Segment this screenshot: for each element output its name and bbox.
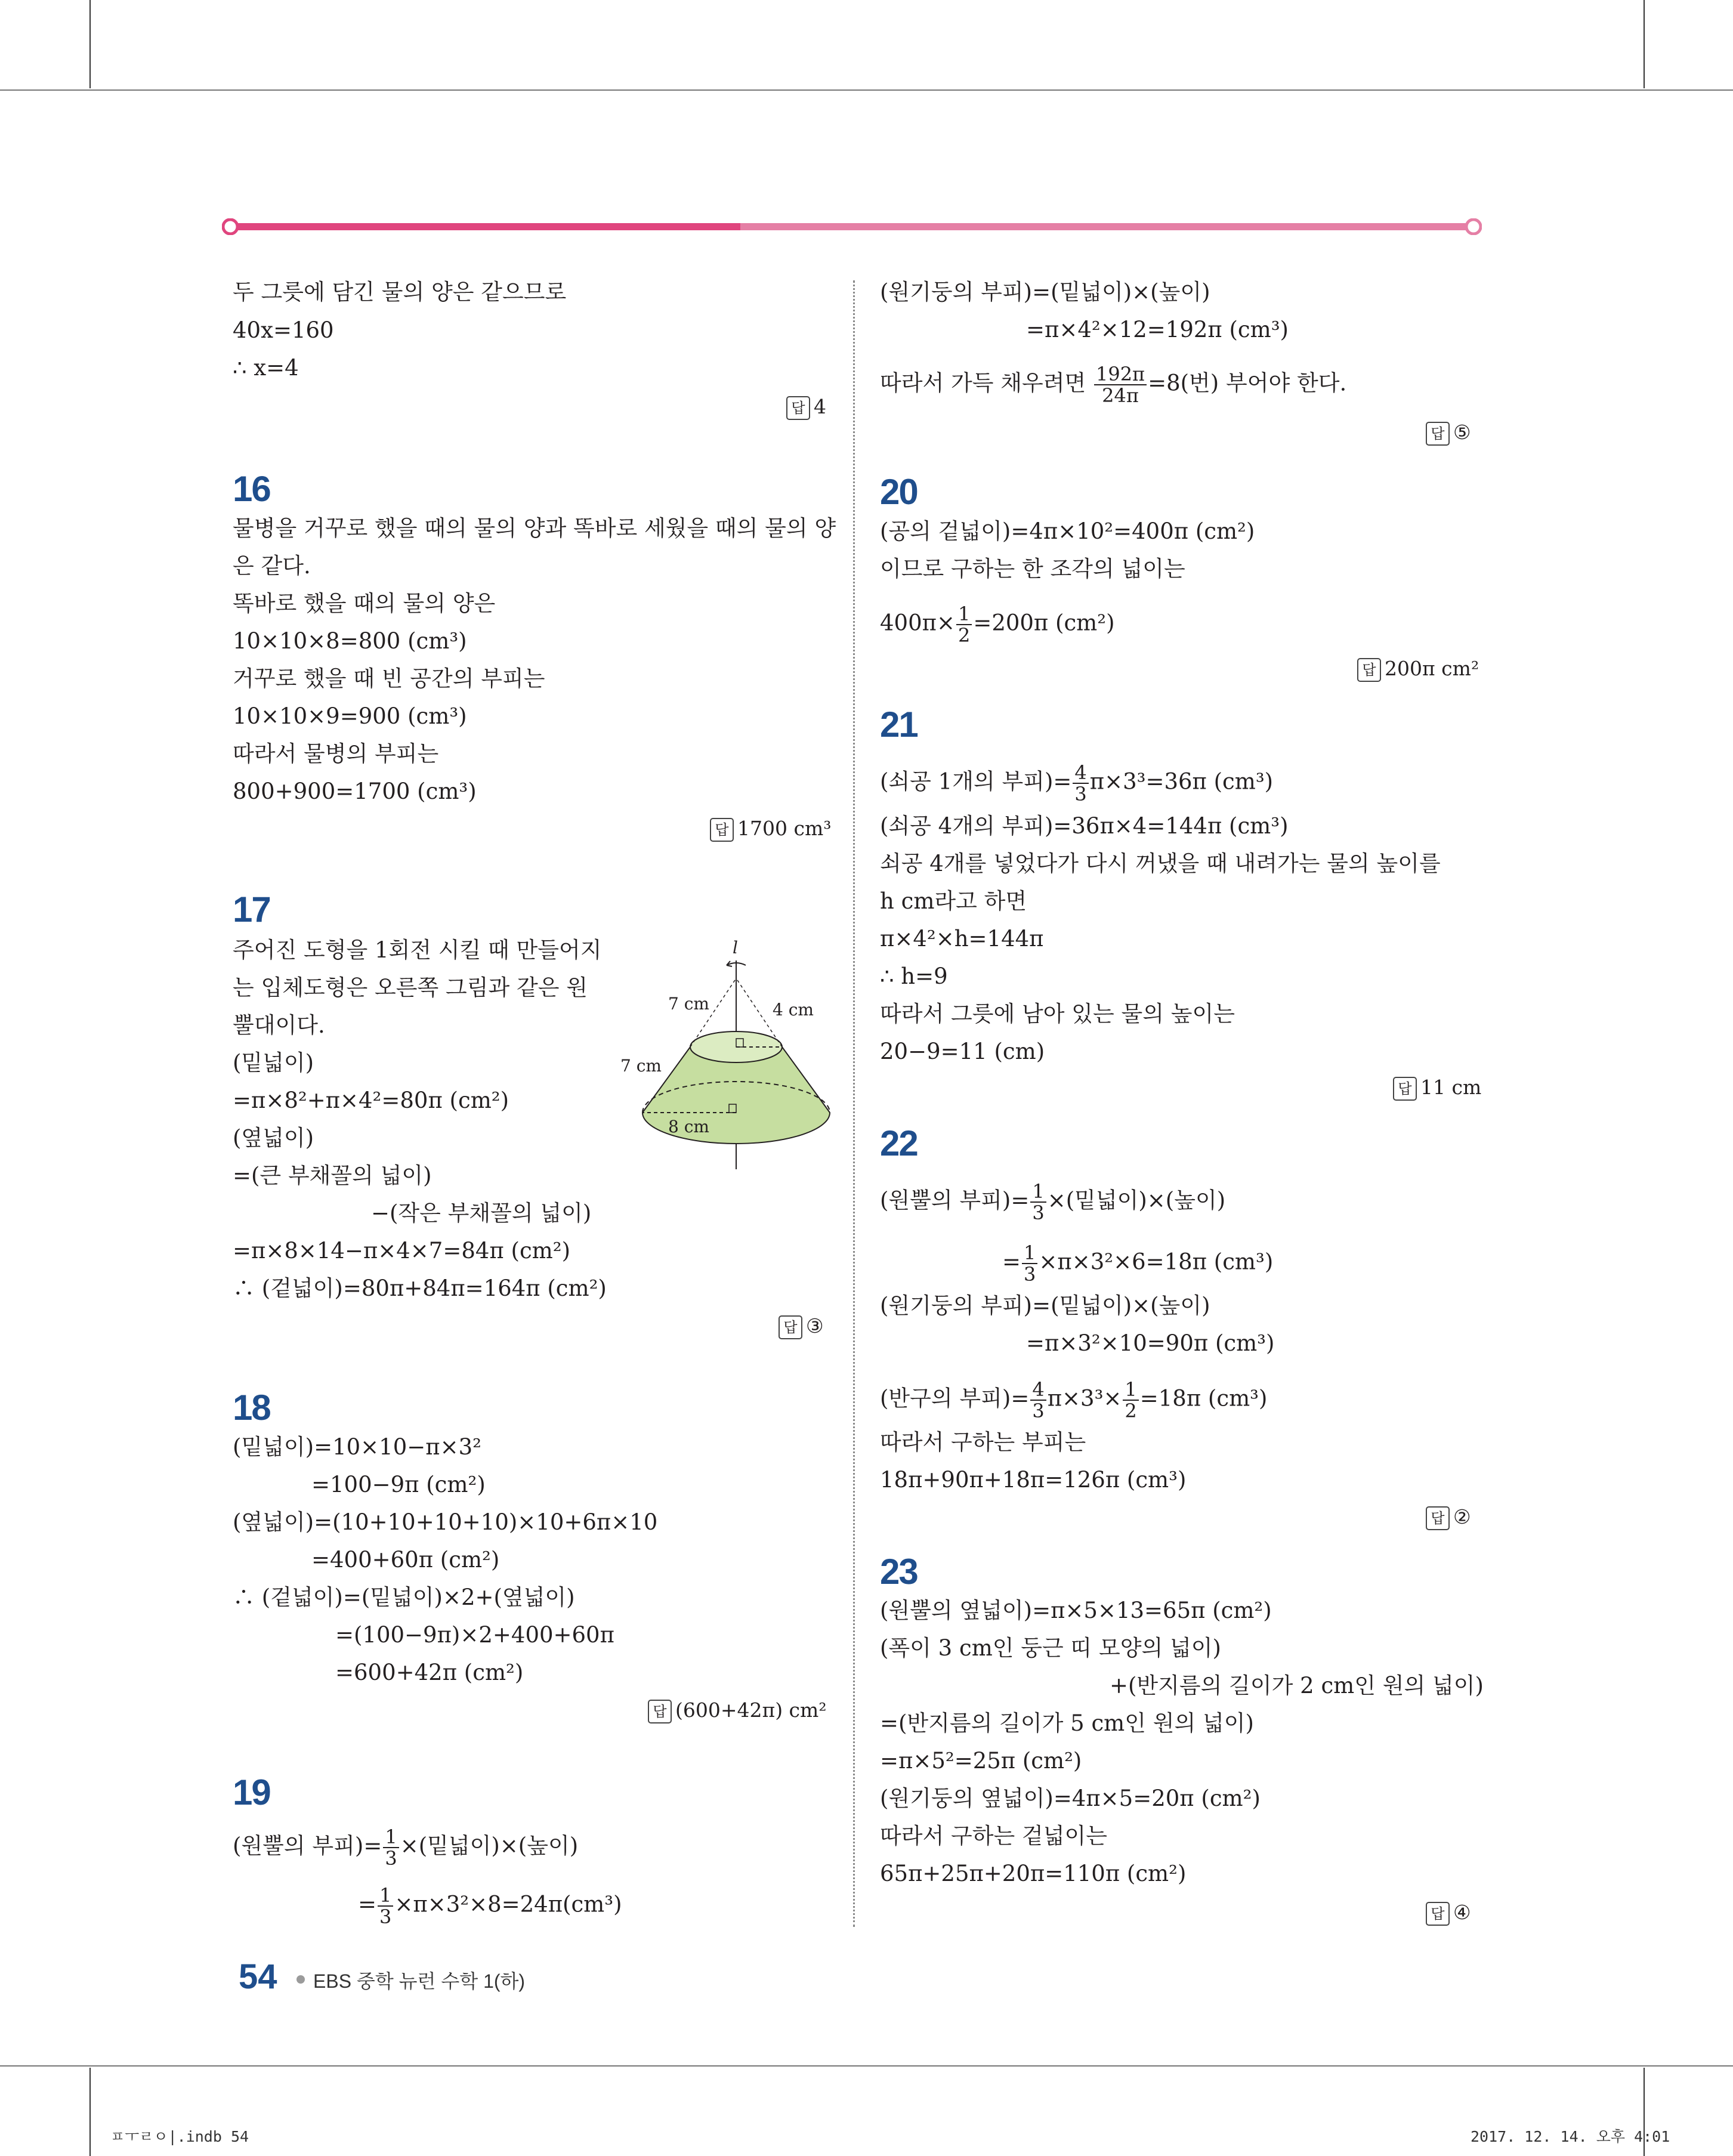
text-segment: (쇠공 1개의 부피)= <box>880 768 1072 795</box>
answer-value: ③ <box>806 1314 824 1338</box>
text-segment: 400π× <box>880 610 955 636</box>
text-line: (밑넓이) <box>233 1050 314 1076</box>
answer <box>779 1312 824 1340</box>
fraction-denominator: 3 <box>1032 1400 1045 1422</box>
text-segment: (원뿔의 부피)= <box>233 1833 382 1859</box>
problem-number: 17 <box>233 889 270 929</box>
fraction-numerator: 1 <box>1030 1181 1046 1203</box>
text-line: 따라서 물병의 부피는 <box>233 741 439 767</box>
fraction-denominator: 3 <box>385 1847 397 1870</box>
answer <box>1393 1074 1481 1101</box>
answer-icon: 답 <box>1426 422 1450 446</box>
text-line <box>880 1379 1267 1421</box>
text-line <box>358 1885 622 1927</box>
text-line: =π×4²×12=192π (cm³) <box>1026 317 1289 342</box>
text-line: 뿔대이다. <box>233 1012 325 1038</box>
text-line: 40x=160 <box>233 317 334 343</box>
text-line: (옆넓이) <box>233 1125 314 1151</box>
problem-number: 22 <box>880 1123 918 1163</box>
answer-icon: 답 <box>710 818 734 842</box>
problem-number: 23 <box>880 1552 918 1592</box>
bullet-icon <box>296 1975 305 1984</box>
crop-mark <box>0 2065 1733 2067</box>
fraction <box>1073 762 1088 804</box>
fraction-denominator: 3 <box>1032 1201 1045 1224</box>
text-line: π×4²×h=144π <box>880 926 1044 952</box>
answer-icon: 답 <box>1426 1902 1450 1926</box>
text-line: (밑넓이)=10×10−π×3² <box>233 1434 481 1460</box>
text-line: =(100−9π)×2+400+60π <box>335 1622 614 1648</box>
answer-value: 200π cm² <box>1385 657 1479 680</box>
text-line: 거꾸로 했을 때 빈 공간의 부피는 <box>233 666 545 691</box>
text-segment: =200π (cm²) <box>973 610 1115 636</box>
answer-value: 4 <box>814 395 826 418</box>
answer-icon: 답 <box>779 1315 802 1339</box>
text-line: h cm라고 하면 <box>880 888 1027 914</box>
text-line: ∴ (겉넓이)=80π+84π=164π (cm²) <box>233 1275 607 1301</box>
frustum-figure <box>620 931 835 1181</box>
text-line: 20−9=11 (cm) <box>880 1039 1045 1064</box>
fraction-numerator: 4 <box>1030 1379 1046 1401</box>
fraction <box>956 604 972 645</box>
text-line: (원기둥의 부피)=(밑넓이)×(높이) <box>880 279 1210 305</box>
fraction-numerator: 1 <box>1022 1243 1037 1264</box>
text-segment: ×(밑넓이)×(높이) <box>1047 1187 1226 1213</box>
text-line: −(작은 부채꼴의 넓이) <box>371 1200 592 1226</box>
text-line: 18π+90π+18π=126π (cm³) <box>880 1467 1187 1493</box>
text-line: 따라서 구하는 부피는 <box>880 1429 1086 1455</box>
answer <box>1357 655 1479 682</box>
text-line: 10×10×8=800 (cm³) <box>233 628 467 654</box>
text-line: (원뿔의 옆넓이)=π×5×13=65π (cm²) <box>880 1598 1272 1623</box>
answer-value: ⑤ <box>1453 421 1471 444</box>
text-line: 800+900=1700 (cm³) <box>233 779 477 804</box>
text-line: (원기둥의 옆넓이)=4π×5=20π (cm²) <box>880 1786 1261 1811</box>
answer-icon: 답 <box>1426 1506 1450 1530</box>
problem-number: 18 <box>233 1388 270 1428</box>
text-segment: 따라서 가득 채우려면 <box>880 370 1086 396</box>
text-line <box>880 364 1346 406</box>
text-line: (원기둥의 부피)=(밑넓이)×(높이) <box>880 1293 1210 1318</box>
header-bar <box>222 218 1482 235</box>
label-top-radius: 4 cm <box>773 1000 814 1020</box>
fraction-denominator: 3 <box>379 1905 392 1928</box>
problem-number: 21 <box>880 705 918 745</box>
answer <box>648 1697 827 1724</box>
text-line: 물병을 거꾸로 했을 때의 물의 양과 똑바로 세웠을 때의 물의 양 <box>233 515 836 541</box>
text-line <box>880 762 1273 804</box>
fraction <box>1094 364 1147 406</box>
text-line <box>880 604 1115 645</box>
text-line: =(큰 부채꼴의 넓이) <box>233 1163 432 1188</box>
text-line: (폭이 3 cm인 둥근 띠 모양의 넓이) <box>880 1635 1221 1661</box>
answer-value: (600+42π) cm² <box>675 1698 827 1722</box>
text-line: 이므로 구하는 한 조각의 넓이는 <box>880 556 1185 582</box>
fraction-denominator: 2 <box>1125 1400 1137 1422</box>
answer-icon: 답 <box>648 1700 672 1723</box>
text-line: ∴ (겉넓이)=(밑넓이)×2+(옆넓이) <box>233 1584 575 1610</box>
answer <box>1426 419 1471 446</box>
text-line: ∴ x=4 <box>233 355 299 381</box>
text-line: 쇠공 4개를 넣었다가 다시 꺼냈을 때 내려가는 물의 높이를 <box>880 851 1441 876</box>
label-bottom-radius: 8 cm <box>668 1117 709 1136</box>
text-line: (공의 겉넓이)=4π×10²=400π (cm²) <box>880 518 1255 544</box>
text-segment: ×π×3²×6=18π (cm³) <box>1039 1249 1274 1275</box>
crop-mark <box>1644 0 1645 88</box>
text-line: =π×8²+π×4²=80π (cm²) <box>233 1088 509 1113</box>
text-line: 주어진 도형을 1회전 시킬 때 만들어지 <box>233 937 602 963</box>
crop-mark <box>89 0 91 88</box>
text-segment: (반구의 부피)= <box>880 1385 1030 1411</box>
fraction-numerator: 1 <box>383 1827 399 1848</box>
text-segment: = <box>358 1891 377 1917</box>
fraction <box>378 1885 393 1927</box>
text-line: =π×5²=25π (cm²) <box>880 1748 1082 1774</box>
answer <box>786 393 826 421</box>
text-segment: (원뿔의 부피)= <box>880 1187 1030 1213</box>
text-line: 은 같다. <box>233 553 311 579</box>
crop-mark <box>0 89 1733 91</box>
column-divider <box>853 280 855 1927</box>
fraction-numerator: 4 <box>1073 762 1088 784</box>
answer-value: ④ <box>1453 1901 1471 1924</box>
fraction-numerator: 192π <box>1094 364 1147 385</box>
book-title: EBS 중학 뉴런 수학 1(하) <box>313 1970 526 1992</box>
answer <box>710 815 831 842</box>
text-segment: =18π (cm³) <box>1139 1385 1268 1411</box>
text-line: =100−9π (cm²) <box>311 1472 486 1497</box>
text-line: =600+42π (cm²) <box>335 1660 524 1685</box>
answer-value: 11 cm <box>1420 1076 1482 1099</box>
problem-number: 16 <box>233 469 270 509</box>
page-number: 54 <box>239 1957 277 1996</box>
fraction-denominator: 2 <box>957 624 971 647</box>
text-segment: π×3³=36π (cm³) <box>1089 768 1274 795</box>
slug-date: 2017. 12. 14. 오후 4:01 <box>1471 2128 1670 2145</box>
text-line: =π×3²×10=90π (cm³) <box>1026 1330 1275 1356</box>
text-line: 따라서 구하는 겉넓이는 <box>880 1823 1107 1849</box>
text-line: 똑바로 했을 때의 물의 양은 <box>233 591 496 616</box>
fraction <box>1030 1379 1046 1421</box>
axis-label: l <box>733 938 738 957</box>
fraction-denominator: 24π <box>1102 384 1139 407</box>
answer <box>1426 1503 1471 1531</box>
text-line: (쇠공 4개의 부피)=36π×4=144π (cm³) <box>880 813 1289 839</box>
text-line: 65π+25π+20π=110π (cm²) <box>880 1861 1187 1886</box>
text-segment: π×3³× <box>1047 1385 1122 1411</box>
text-segment: = <box>1002 1249 1021 1275</box>
fraction-denominator: 3 <box>1074 783 1087 805</box>
fraction-numerator: 1 <box>378 1885 393 1907</box>
fraction <box>383 1827 399 1868</box>
problem-number: 20 <box>880 472 918 512</box>
text-line: =π×8×14−π×4×7=84π (cm²) <box>233 1238 571 1264</box>
text-line: 10×10×9=900 (cm³) <box>233 703 467 729</box>
text-line: 는 입체도형은 오른쪽 그림과 같은 원 <box>233 975 588 1000</box>
fraction-numerator: 1 <box>1123 1379 1138 1401</box>
answer-value: ② <box>1453 1505 1471 1528</box>
text-line: +(반지름의 길이가 2 cm인 원의 넓이) <box>1110 1673 1484 1698</box>
answer <box>1426 1899 1471 1926</box>
problem-number: 19 <box>233 1772 270 1812</box>
slug-file: ㅍㅜㄹㅇ|.indb 54 <box>110 2128 249 2145</box>
text-line <box>880 1181 1225 1223</box>
text-segment: =8(번) 부어야 한다. <box>1148 370 1347 396</box>
answer-value: 1700 cm³ <box>737 817 832 840</box>
text-line: ∴ h=9 <box>880 963 948 989</box>
fraction <box>1022 1243 1037 1284</box>
answer-icon: 답 <box>786 396 810 420</box>
label-slant-side: 7 cm <box>620 1056 662 1076</box>
fraction-denominator: 3 <box>1024 1263 1036 1286</box>
label-slant-top: 7 cm <box>668 994 709 1014</box>
answer-icon: 답 <box>1357 658 1381 682</box>
text-line: =400+60π (cm²) <box>311 1547 500 1573</box>
text-line <box>233 1827 578 1868</box>
answer-icon: 답 <box>1393 1077 1417 1101</box>
crop-mark <box>89 2068 91 2156</box>
text-line: 두 그릇에 담긴 물의 양은 같으므로 <box>233 279 567 305</box>
text-segment: ×(밑넓이)×(높이) <box>400 1833 579 1859</box>
text-line: =(반지름의 길이가 5 cm인 원의 넓이) <box>880 1710 1254 1736</box>
fraction <box>1030 1181 1046 1223</box>
text-line: 따라서 그릇에 남아 있는 물의 높이는 <box>880 1001 1235 1027</box>
text-line <box>1002 1243 1273 1284</box>
fraction <box>1123 1379 1138 1421</box>
text-segment: ×π×3²×8=24π(cm³) <box>394 1891 622 1917</box>
fraction-numerator: 1 <box>956 604 972 625</box>
text-line: (옆넓이)=(10+10+10+10)×10+6π×10 <box>233 1509 658 1535</box>
